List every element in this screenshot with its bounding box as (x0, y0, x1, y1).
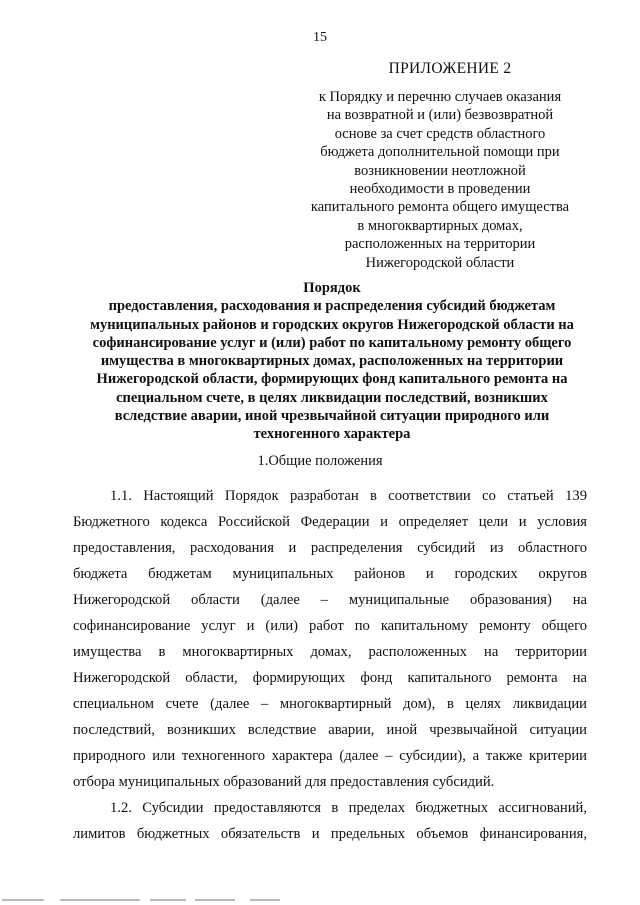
document-title-line: софинансирование услуг и (или) работ по капитальному ремонту общего (92, 334, 572, 351)
body-text (73, 483, 587, 847)
appendix-subtitle-line: основе за счет средств областного (334, 125, 546, 142)
paragraph-line: 1.2. Субсидии предоставляются в пределах бюджетных ассигнований, (110, 800, 587, 816)
paragraph-line: имущества в многоквартирных домах, расположенных на территории (73, 644, 587, 660)
appendix-subtitle-line: Нижегородской области (365, 254, 515, 271)
document-title-line: вследствие аварии, иной чрезвычайной ситуации природного или (114, 408, 550, 425)
document-title-line: специальном счете, в целях ликвидации последствий, возникших (116, 389, 548, 406)
appendix-subtitle-line: в многоквартирных домах, (357, 217, 523, 234)
paragraph-line: Нижегородской области, формирующих фонд капитального ремонта на (73, 670, 587, 686)
scan-edge-artifact (0, 896, 640, 905)
paragraph-line: предоставления, расходования и распределения субсидий из областного (73, 540, 587, 556)
paragraph-line: специальном счете (далее – многоквартирный дом), в целях ликвидации (73, 696, 587, 712)
paragraph-line: 1.1. Настоящий Порядок разработан в соответствии со статьей 139 (110, 488, 587, 504)
document-title-line: предоставления, расходования и распределения субсидий бюджетам (108, 298, 556, 315)
document-title-line: техногенного характера (253, 426, 411, 443)
section-heading: 1.Общие положения (257, 453, 383, 469)
page-number: 15 (313, 30, 327, 45)
paragraph-line: Нижегородской области (далее – муниципальные образования) на (73, 592, 587, 608)
paragraph-line: Бюджетного кодекса Российской Федерации и определяет цели и условия (73, 514, 587, 530)
document-title-line: муниципальных районов и городских округов Нижегородской области на (90, 316, 574, 333)
paragraph-line: лимитов бюджетных обязательств и предельных объемов финансирования, (73, 826, 587, 842)
appendix-subtitle-line: на возвратной и (или) безвозвратной (326, 107, 554, 124)
paragraph-line: природного или техногенного характера (далее – субсидии), а также критерии (73, 748, 587, 764)
paragraph-line: последствий, возникших вследствие аварии, иной чрезвычайной ситуации (73, 722, 587, 738)
appendix-subtitle-line: расположенных на территории (344, 236, 536, 253)
document-title-line: имущества в многоквартирных домах, расположенных на территории (100, 353, 564, 370)
appendix-title: ПРИЛОЖЕНИЕ 2 (388, 60, 512, 77)
appendix-subtitle (290, 88, 590, 272)
document-title-line: Порядок (303, 280, 361, 296)
paragraph-line: бюджета бюджетам муниципальных районов и городских округов (73, 566, 587, 582)
document-title-line: Нижегородской области, формирующих фонд капитального ремонта на (96, 371, 568, 388)
appendix-subtitle-line: необходимости в проведении (349, 181, 531, 198)
document-title (62, 279, 602, 444)
paragraph-line: софинансирование услуг и (или) работ по капитальному ремонту общего (73, 618, 587, 634)
appendix-subtitle-line: капитального ремонта общего имущества (310, 199, 570, 216)
appendix-subtitle-line: к Порядку и перечню случаев оказания (318, 89, 562, 105)
appendix-subtitle-line: возникновении неотложной (354, 162, 526, 179)
appendix-subtitle-line: бюджета дополнительной помощи при (320, 144, 560, 161)
paragraph-line: отбора муниципальных образований для предоставления субсидий. (73, 774, 495, 790)
